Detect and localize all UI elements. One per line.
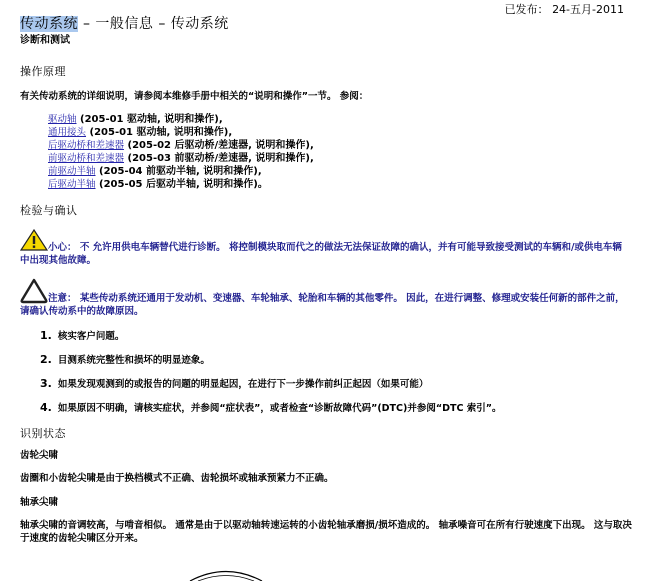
step-item: 2. 目测系统完整性和损坏的明显迹象。 [40,353,210,366]
reference-item: 后驱动半轴 (205-05 后驱动半轴, 说明和操作)。 [48,179,268,190]
caution-text: 不 允许用供电车辆替代进行诊断。 将控制模块取而代之的做法无法保证故障的确认，并有可能导致接受测试的车辆和/或供电车辆中出现其他故障。 [20,242,622,266]
note-label: 注意： [48,293,77,304]
conditions-heading: 识别状态 [20,427,66,440]
reference-item: 驱动轴 (205-01 驱动轴, 说明和操作), [48,114,223,125]
bearing-whine-text: 轴承尖啸的音调较高，与啃音相似。 通常是由于以驱动轴转速运转的小齿轮轴承磨损/损坏造成的。 轴承噪音可在所有行驶速度下出现。 这与取决于速度的齿轮尖啸区分开来。 [20,520,632,544]
bearing-whine-title: 轴承尖啸 [20,497,59,508]
principle-heading: 操作原理 [20,65,66,78]
note-text: 某些传动系统还通用于发动机、变速器、车轮轴承、轮胎和车辆的其他零件。 因此，在进行调整、修理或安装任何新的部件之前，请确认传动系中的故障原因。 [20,293,625,317]
published-date: 已发布： 24-五月-2011 [504,3,624,16]
reference-link[interactable]: 通用接头 [48,127,87,138]
caution-block [20,241,626,267]
title-highlight: 传动系统 [20,16,78,32]
reference-item: 通用接头 (205-01 驱动轴, 说明和操作), [48,127,233,138]
gear-whine-text: 齿圈和小齿轮尖啸是由于换档模式不正确、齿轮损坏或轴承预紧力不正确。 [20,473,334,484]
diagram-partial [186,566,266,581]
step-item: 1. 核实客户问题。 [40,329,125,342]
reference-link[interactable]: 前驱动桥和差速器 [48,153,125,164]
reference-link[interactable]: 后驱动半轴 [48,179,96,190]
reference-item: 后驱动桥和差速器 (205-02 后驱动桥/差速器, 说明和操作), [48,140,314,151]
note-block [20,292,626,318]
reference-link[interactable]: 驱动轴 [48,114,77,125]
gear-whine-title: 齿轮尖啸 [20,450,59,461]
title-rest: – 一般信息 – 传动系统 [78,16,229,32]
reference-link[interactable]: 前驱动半轴 [48,166,96,177]
page-subtitle: 诊断和测试 [20,35,70,46]
principle-intro: 有关传动系统的详细说明，请参阅本维修手册中相关的“说明和操作”一节。 参阅： [20,91,369,102]
page-title [20,13,229,33]
reference-link[interactable]: 后驱动桥和差速器 [48,140,125,151]
reference-list [48,113,314,191]
step-item: 4. 如果原因不明确，请核实症状，并参阅“症状表”，或者检查“诊断故障代码”(DTC)并参阅“DTC 索引”。 [40,401,502,414]
caution-label: 小心： [48,242,77,253]
inspection-heading: 检验与确认 [20,204,78,217]
reference-item: 前驱动桥和差速器 (205-03 前驱动桥/差速器, 说明和操作), [48,153,314,164]
reference-item: 前驱动半轴 (205-04 前驱动半轴, 说明和操作), [48,166,262,177]
step-item: 3. 如果发现观测到的或报告的问题的明显起因，在进行下一步操作前纠正起因（如果可能） [40,377,429,390]
